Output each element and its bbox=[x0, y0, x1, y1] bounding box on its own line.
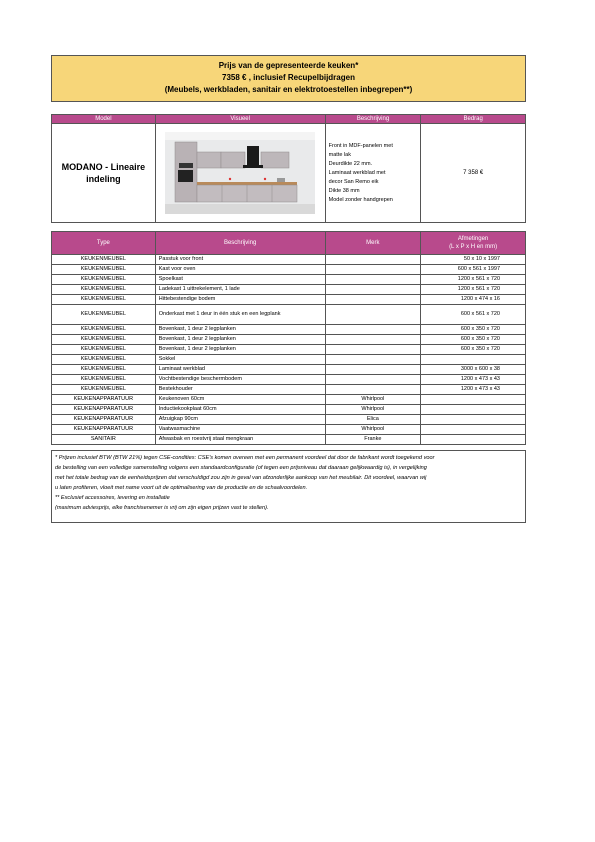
table-row bbox=[52, 325, 526, 335]
footnote: * Prijzen inclusief BTW (BTW 21%) tegen CSE-condities: CSE's komen overeen met een permanent voordeel dat door de fabrikant wordt toegekend voor de bestelling van een volledige samenstelling volgens een standaardconfiguratie (of tegen een prijsniveau dat daaraan gelijkwaardig is), in vergelijking met het totale bedrag van de eenheidsprijzen dat verschuldigd zou zijn in geval van afzonderlijke aankoop van het meubilair. Dit voordeel, waarvan wij u laten profiteren, vloeit met name voort uit de optimalisering van de productie en de schaalvoordelen. ** Exclusief accessoires, levering en installatie (maximum adviesprijs, elke franchisenemer is vrij om zijn eigen prijzen vast te stellen). bbox=[51, 450, 526, 523]
model-price: 7 358 € bbox=[421, 124, 526, 223]
row-brand bbox=[325, 325, 421, 335]
row-type: KEUKENAPPARATUUR bbox=[52, 425, 156, 435]
row-description: Vaatwasmachine bbox=[155, 425, 325, 435]
row-brand: Whirlpool bbox=[325, 425, 421, 435]
table-row bbox=[52, 305, 526, 325]
row-dimensions: 600 x 561 x 1997 bbox=[421, 265, 526, 275]
table-row bbox=[52, 255, 526, 265]
col-amount: Bedrag bbox=[421, 115, 526, 124]
price-header bbox=[51, 55, 526, 102]
row-brand: Whirlpool bbox=[325, 395, 421, 405]
table-row bbox=[52, 275, 526, 285]
table-row bbox=[52, 425, 526, 435]
table-row bbox=[52, 385, 526, 395]
row-type: KEUKENAPPARATUUR bbox=[52, 395, 156, 405]
row-brand bbox=[325, 285, 421, 295]
row-dimensions: 1200 x 561 x 720 bbox=[421, 275, 526, 285]
row-brand: Whirlpool bbox=[325, 405, 421, 415]
row-dimensions bbox=[421, 435, 526, 445]
row-dimensions bbox=[421, 405, 526, 415]
row-description: Bestekhouder bbox=[155, 385, 325, 395]
row-brand bbox=[325, 255, 421, 265]
table-row bbox=[52, 435, 526, 445]
col-visual: Visueel bbox=[155, 115, 325, 124]
components-table bbox=[51, 231, 526, 445]
kitchen-visual bbox=[155, 124, 325, 223]
col-description: Beschrijving bbox=[325, 115, 421, 124]
row-dimensions: 1200 x 474 x 16 bbox=[421, 295, 526, 305]
row-dimensions: 600 x 350 x 720 bbox=[421, 345, 526, 355]
summary-row bbox=[52, 124, 526, 223]
header-title: Prijs van de gepresenteerde keuken* bbox=[218, 61, 359, 70]
summary-table bbox=[51, 114, 526, 223]
row-description: Afwasbak en roestvrij staal mengkraan bbox=[155, 435, 325, 445]
kitchen-illustration bbox=[165, 132, 315, 214]
row-description: Vochtbestendige beschermbodem bbox=[155, 375, 325, 385]
table-row bbox=[52, 395, 526, 405]
row-type: KEUKENAPPARATUUR bbox=[52, 415, 156, 425]
row-brand: Elica bbox=[325, 415, 421, 425]
table-row bbox=[52, 415, 526, 425]
row-description: Spoelkast bbox=[155, 275, 325, 285]
row-description: Laminaat werkblad bbox=[155, 365, 325, 375]
row-brand bbox=[325, 365, 421, 375]
row-dimensions: 600 x 350 x 720 bbox=[421, 325, 526, 335]
row-brand: Franke bbox=[325, 435, 421, 445]
row-description: Keukenoven 60cm bbox=[155, 395, 325, 405]
row-description: Afzuigkap 90cm bbox=[155, 415, 325, 425]
table-row bbox=[52, 335, 526, 345]
table-row bbox=[52, 365, 526, 375]
row-type: KEUKENMEUBEL bbox=[52, 355, 156, 365]
row-description: Inductiekookplaat 60cm bbox=[155, 405, 325, 415]
row-description: Bovenkast, 1 deur 2 legplanken bbox=[155, 335, 325, 345]
row-description: Sokkel bbox=[155, 355, 325, 365]
table-row bbox=[52, 355, 526, 365]
row-brand bbox=[325, 295, 421, 305]
row-brand bbox=[325, 305, 421, 325]
components-header-row bbox=[52, 232, 526, 255]
row-type: KEUKENMEUBEL bbox=[52, 275, 156, 285]
row-type: KEUKENMEUBEL bbox=[52, 305, 156, 325]
row-dimensions: 600 x 350 x 720 bbox=[421, 335, 526, 345]
row-type: SANITAIR bbox=[52, 435, 156, 445]
kitchen-render-image bbox=[165, 132, 315, 214]
row-brand bbox=[325, 375, 421, 385]
row-brand bbox=[325, 385, 421, 395]
row-brand bbox=[325, 345, 421, 355]
row-dimensions bbox=[421, 355, 526, 365]
table-row bbox=[52, 375, 526, 385]
row-description: Bovenkast, 1 deur 2 legplanken bbox=[155, 345, 325, 355]
row-brand bbox=[325, 355, 421, 365]
row-dimensions bbox=[421, 425, 526, 435]
row-type: KEUKENMEUBEL bbox=[52, 295, 156, 305]
row-type: KEUKENMEUBEL bbox=[52, 375, 156, 385]
row-type: KEUKENMEUBEL bbox=[52, 365, 156, 375]
row-description: Hittebestendige bodem bbox=[155, 295, 325, 305]
col-brand: Merk bbox=[325, 232, 421, 255]
row-type: KEUKENMEUBEL bbox=[52, 345, 156, 355]
row-dimensions: 50 x 10 x 1997 bbox=[421, 255, 526, 265]
model-name: MODANO - Lineaire indeling bbox=[52, 124, 156, 223]
row-dimensions: 1200 x 473 x 43 bbox=[421, 375, 526, 385]
row-description: Passtuk voor front bbox=[155, 255, 325, 265]
row-dimensions: 600 x 561 x 720 bbox=[421, 305, 526, 325]
table-row bbox=[52, 295, 526, 305]
row-type: KEUKENMEUBEL bbox=[52, 255, 156, 265]
row-type: KEUKENMEUBEL bbox=[52, 335, 156, 345]
row-description: Bovenkast, 1 deur 2 legplanken bbox=[155, 325, 325, 335]
col-model: Model bbox=[52, 115, 156, 124]
row-dimensions: 3000 x 600 x 38 bbox=[421, 365, 526, 375]
row-description: Kast voor oven bbox=[155, 265, 325, 275]
model-description: Front in MDF-panelen met matte lak Deurdikte 22 mm. Laminaat werkblad met decor San Remo eik Dikte 38 mm Model zonder handgrepen bbox=[325, 124, 421, 223]
row-brand bbox=[325, 265, 421, 275]
col-dimensions: Afmetingen (L x P x H en mm) bbox=[421, 232, 526, 255]
col-type: Type bbox=[52, 232, 156, 255]
table-row bbox=[52, 405, 526, 415]
row-description: Ladekast 1 uittrekelement, 1 lade bbox=[155, 285, 325, 295]
row-dimensions: 1200 x 561 x 720 bbox=[421, 285, 526, 295]
row-dimensions: 1200 x 473 x 43 bbox=[421, 385, 526, 395]
row-dimensions bbox=[421, 395, 526, 405]
row-dimensions bbox=[421, 415, 526, 425]
row-brand bbox=[325, 275, 421, 285]
table-row bbox=[52, 265, 526, 275]
header-price: 7358 € , inclusief Recupelbijdragen bbox=[222, 73, 355, 82]
row-brand bbox=[325, 335, 421, 345]
col-item-description: Beschrijving bbox=[155, 232, 325, 255]
table-row bbox=[52, 345, 526, 355]
row-type: KEUKENMEUBEL bbox=[52, 285, 156, 295]
table-row bbox=[52, 285, 526, 295]
header-inclusions: (Meubels, werkbladen, sanitair en elektrotoestellen inbegrepen**) bbox=[164, 85, 413, 94]
row-type: KEUKENMEUBEL bbox=[52, 385, 156, 395]
summary-header-row bbox=[52, 115, 526, 124]
row-description: Onderkast met 1 deur in één stuk en een legplank bbox=[155, 305, 325, 325]
row-type: KEUKENAPPARATUUR bbox=[52, 405, 156, 415]
row-type: KEUKENMEUBEL bbox=[52, 325, 156, 335]
row-type: KEUKENMEUBEL bbox=[52, 265, 156, 275]
